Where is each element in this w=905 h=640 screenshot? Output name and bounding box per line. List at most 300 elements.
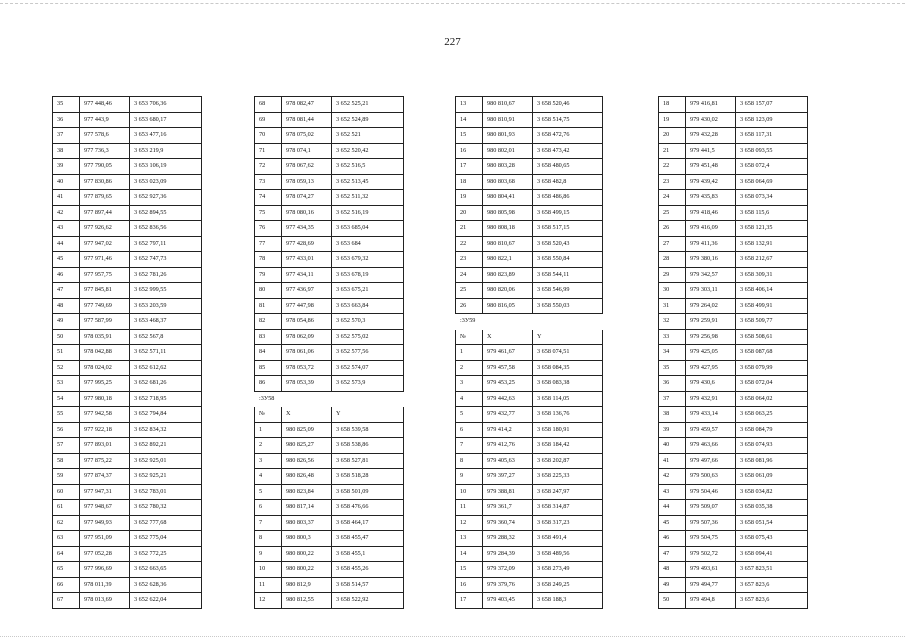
point-number-cell: 13 xyxy=(456,531,483,547)
table-row xyxy=(659,562,808,578)
x-coordinate-cell: 977 926,62 xyxy=(80,221,130,237)
y-coordinate-cell: 3 658 064,02 xyxy=(736,391,808,407)
y-coordinate-cell: 3 658 035,38 xyxy=(736,500,808,516)
y-coordinate-cell: 3 658 249,25 xyxy=(533,577,603,593)
table-row xyxy=(53,252,202,268)
x-column-header: X xyxy=(483,329,533,345)
y-coordinate-cell: 3 658 121,35 xyxy=(736,221,808,237)
point-number-cell: 44 xyxy=(53,236,80,252)
y-coordinate-cell: 3 658 051,54 xyxy=(736,515,808,531)
table-row xyxy=(53,484,202,500)
point-number-cell: 13 xyxy=(456,97,483,113)
x-coordinate-cell: 978 059,13 xyxy=(282,174,332,190)
table-row xyxy=(659,97,808,113)
table-row xyxy=(456,577,603,593)
table-row xyxy=(456,298,603,314)
y-coordinate-cell: 3 658 072,04 xyxy=(736,376,808,392)
y-coordinate-cell: 3 658 114,05 xyxy=(533,391,603,407)
x-coordinate-cell: 977 996,69 xyxy=(80,562,130,578)
point-number-cell: 48 xyxy=(659,562,686,578)
y-coordinate-cell: 3 658 084,79 xyxy=(736,422,808,438)
table-row xyxy=(255,159,404,175)
point-number-cell: 19 xyxy=(456,190,483,206)
table-row xyxy=(659,236,808,252)
table-row xyxy=(53,143,202,159)
x-coordinate-cell: 977 448,46 xyxy=(80,97,130,113)
x-coordinate-cell: 979 432,28 xyxy=(686,128,736,144)
y-coordinate-cell: 3 658 527,81 xyxy=(332,453,404,469)
x-coordinate-cell: 978 042,88 xyxy=(80,345,130,361)
y-coordinate-cell: 3 653 680,17 xyxy=(130,112,202,128)
x-coordinate-cell: 977 434,11 xyxy=(282,267,332,283)
point-number-cell: 42 xyxy=(659,469,686,485)
table-row xyxy=(255,453,404,469)
x-coordinate-cell: 979 430,6 xyxy=(686,376,736,392)
point-number-cell: 86 xyxy=(255,376,282,392)
x-coordinate-cell: 980 800,22 xyxy=(282,562,332,578)
y-coordinate-cell: 3 658 489,56 xyxy=(533,546,603,562)
point-number-cell: 77 xyxy=(255,236,282,252)
x-coordinate-cell: 980 810,67 xyxy=(483,236,533,252)
table-row xyxy=(456,283,603,299)
point-number-cell: 22 xyxy=(659,159,686,175)
table-row xyxy=(456,252,603,268)
table-row xyxy=(53,97,202,113)
table-row xyxy=(255,515,404,531)
x-coordinate-cell: 980 812,9 xyxy=(282,577,332,593)
point-number-cell: 25 xyxy=(456,283,483,299)
y-coordinate-cell: 3 652 524,89 xyxy=(332,112,404,128)
table-row xyxy=(255,221,404,237)
table-row xyxy=(659,252,808,268)
x-coordinate-cell: 977 447,98 xyxy=(282,298,332,314)
x-coordinate-cell: 977 433,01 xyxy=(282,252,332,268)
table-row xyxy=(255,577,404,593)
x-coordinate-cell: 979 397,27 xyxy=(483,469,533,485)
x-coordinate-cell: 979 418,46 xyxy=(686,205,736,221)
x-coordinate-cell: 979 509,07 xyxy=(686,500,736,516)
x-coordinate-cell: 979 504,46 xyxy=(686,484,736,500)
point-number-cell: 15 xyxy=(456,128,483,144)
x-coordinate-cell: 979 379,76 xyxy=(483,577,533,593)
y-coordinate-cell: 3 658 520,43 xyxy=(533,236,603,252)
y-coordinate-cell: 3 653 684 xyxy=(332,236,404,252)
section-label-row xyxy=(456,314,603,330)
point-number-cell: 37 xyxy=(53,128,80,144)
x-coordinate-cell: 979 380,16 xyxy=(686,252,736,268)
x-coordinate-cell: 977 434,35 xyxy=(282,221,332,237)
point-number-cell: 26 xyxy=(456,298,483,314)
y-coordinate-cell: 3 658 482,8 xyxy=(533,174,603,190)
x-coordinate-cell: 979 459,57 xyxy=(686,422,736,438)
point-number-cell: 62 xyxy=(53,515,80,531)
x-coordinate-cell: 977 428,69 xyxy=(282,236,332,252)
x-coordinate-cell: 980 803,37 xyxy=(282,515,332,531)
point-number-cell: 50 xyxy=(659,593,686,609)
x-coordinate-cell: 978 061,06 xyxy=(282,345,332,361)
point-number-cell: 18 xyxy=(456,174,483,190)
table-row xyxy=(255,283,404,299)
y-coordinate-cell: 3 658 501,09 xyxy=(332,484,404,500)
point-number-cell: 16 xyxy=(456,577,483,593)
table-row xyxy=(456,515,603,531)
y-coordinate-cell: 3 652 781,26 xyxy=(130,267,202,283)
point-number-cell: 12 xyxy=(456,515,483,531)
point-number-cell: 36 xyxy=(659,376,686,392)
point-number-cell: 12 xyxy=(255,593,282,609)
point-number-cell: 37 xyxy=(659,391,686,407)
x-coordinate-cell: 980 810,67 xyxy=(483,97,533,113)
y-coordinate-cell: 3 658 094,41 xyxy=(736,546,808,562)
x-coordinate-cell: 980 822,1 xyxy=(483,252,533,268)
point-number-cell: 26 xyxy=(659,221,686,237)
table-row xyxy=(659,159,808,175)
point-number-cell: 1 xyxy=(255,422,282,438)
y-coordinate-cell: 3 658 550,03 xyxy=(533,298,603,314)
table-row xyxy=(456,205,603,221)
point-number-cell: 64 xyxy=(53,546,80,562)
table-row xyxy=(659,190,808,206)
y-coordinate-cell: 3 658 509,77 xyxy=(736,314,808,330)
point-number-cell: 18 xyxy=(659,97,686,113)
table-row xyxy=(456,345,603,361)
x-coordinate-cell: 977 948,67 xyxy=(80,500,130,516)
y-coordinate-cell: 3 658 522,92 xyxy=(332,593,404,609)
point-number-cell: 49 xyxy=(53,314,80,330)
y-coordinate-cell: 3 658 212,67 xyxy=(736,252,808,268)
y-coordinate-cell: 3 658 455,1 xyxy=(332,546,404,562)
y-coordinate-cell: 3 658 081,96 xyxy=(736,453,808,469)
y-coordinate-cell: 3 658 073,34 xyxy=(736,190,808,206)
x-coordinate-cell: 979 442,63 xyxy=(483,391,533,407)
point-number-cell: 23 xyxy=(456,252,483,268)
point-number-cell: 41 xyxy=(53,190,80,206)
x-coordinate-cell: 979 412,76 xyxy=(483,438,533,454)
y-coordinate-cell: 3 658 406,14 xyxy=(736,283,808,299)
x-coordinate-cell: 980 825,09 xyxy=(282,422,332,438)
table-row xyxy=(659,283,808,299)
point-number-cell: 83 xyxy=(255,329,282,345)
x-coordinate-cell: 977 951,09 xyxy=(80,531,130,547)
point-number-cell: 53 xyxy=(53,376,80,392)
y-coordinate-cell: 3 658 520,46 xyxy=(533,97,603,113)
x-coordinate-cell: 977 436,97 xyxy=(282,283,332,299)
point-number-cell: 43 xyxy=(53,221,80,237)
y-coordinate-cell: 3 658 472,76 xyxy=(533,128,603,144)
point-number-cell: 74 xyxy=(255,190,282,206)
point-number-cell: 2 xyxy=(255,438,282,454)
coordinate-table-body xyxy=(255,97,404,609)
number-column-header: № xyxy=(456,329,483,345)
x-coordinate-cell: 979 288,32 xyxy=(483,531,533,547)
table-row xyxy=(456,391,603,407)
table-row xyxy=(53,453,202,469)
table-row xyxy=(659,469,808,485)
point-number-cell: 25 xyxy=(659,205,686,221)
point-number-cell: 85 xyxy=(255,360,282,376)
y-coordinate-cell: 3 658 136,76 xyxy=(533,407,603,423)
table-row xyxy=(659,453,808,469)
point-number-cell: 60 xyxy=(53,484,80,500)
table-row xyxy=(255,143,404,159)
table-row xyxy=(659,422,808,438)
x-coordinate-cell: 979 425,05 xyxy=(686,345,736,361)
y-coordinate-cell: 3 653 685,04 xyxy=(332,221,404,237)
point-number-cell: 14 xyxy=(456,546,483,562)
table-row xyxy=(255,174,404,190)
y-coordinate-cell: 3 658 132,91 xyxy=(736,236,808,252)
x-coordinate-cell: 979 259,91 xyxy=(686,314,736,330)
y-coordinate-cell: 3 658 123,09 xyxy=(736,112,808,128)
point-number-cell: 24 xyxy=(456,267,483,283)
point-number-cell: 35 xyxy=(659,360,686,376)
x-coordinate-cell: 979 504,75 xyxy=(686,531,736,547)
table-row xyxy=(255,438,404,454)
x-coordinate-cell: 977 736,3 xyxy=(80,143,130,159)
point-number-cell: 20 xyxy=(456,205,483,221)
x-coordinate-cell: 978 082,47 xyxy=(282,97,332,113)
table-row xyxy=(53,546,202,562)
y-coordinate-cell: 3 658 079,99 xyxy=(736,360,808,376)
point-number-cell: 5 xyxy=(456,407,483,423)
x-coordinate-cell: 978 074,1 xyxy=(282,143,332,159)
x-coordinate-cell: 979 494,8 xyxy=(686,593,736,609)
y-coordinate-cell: 3 652 892,21 xyxy=(130,438,202,454)
x-coordinate-cell: 977 875,22 xyxy=(80,453,130,469)
x-coordinate-cell: 978 053,72 xyxy=(282,360,332,376)
point-number-cell: 48 xyxy=(53,298,80,314)
section-label-row xyxy=(255,391,404,407)
x-coordinate-cell: 979 405,63 xyxy=(483,453,533,469)
table-row xyxy=(456,128,603,144)
y-column-header: Y xyxy=(533,329,603,345)
y-coordinate-cell: 3 653 663,84 xyxy=(332,298,404,314)
y-coordinate-cell: 3 652 511,32 xyxy=(332,190,404,206)
x-coordinate-cell: 977 942,58 xyxy=(80,407,130,423)
table-row xyxy=(53,407,202,423)
y-coordinate-cell: 3 658 184,42 xyxy=(533,438,603,454)
point-number-cell: 57 xyxy=(53,438,80,454)
number-column-header: № xyxy=(255,407,282,423)
point-number-cell: 5 xyxy=(255,484,282,500)
x-coordinate-cell: 979 494,77 xyxy=(686,577,736,593)
point-number-cell: 50 xyxy=(53,329,80,345)
x-coordinate-cell: 980 823,84 xyxy=(282,484,332,500)
x-coordinate-cell: 978 054,86 xyxy=(282,314,332,330)
x-coordinate-cell: 979 439,42 xyxy=(686,174,736,190)
y-coordinate-cell: 3 652 612,62 xyxy=(130,360,202,376)
y-coordinate-cell: 3 652 573,9 xyxy=(332,376,404,392)
table-row xyxy=(255,469,404,485)
y-coordinate-cell: 3 653 468,37 xyxy=(130,314,202,330)
table-row xyxy=(53,236,202,252)
y-coordinate-cell: 3 652 794,84 xyxy=(130,407,202,423)
y-coordinate-cell: 3 652 681,26 xyxy=(130,376,202,392)
x-coordinate-cell: 979 461,67 xyxy=(483,345,533,361)
point-number-cell: 36 xyxy=(53,112,80,128)
y-coordinate-cell: 3 652 622,04 xyxy=(130,593,202,609)
x-coordinate-cell: 980 800,3 xyxy=(282,531,332,547)
table-row xyxy=(659,298,808,314)
point-number-cell: 69 xyxy=(255,112,282,128)
table-row xyxy=(53,376,202,392)
y-coordinate-cell: 3 653 679,32 xyxy=(332,252,404,268)
table-row xyxy=(255,267,404,283)
x-coordinate-cell: 979 360,74 xyxy=(483,515,533,531)
point-number-cell: 70 xyxy=(255,128,282,144)
y-coordinate-cell: 3 658 074,51 xyxy=(533,345,603,361)
point-number-cell: 40 xyxy=(53,174,80,190)
x-coordinate-cell: 979 430,02 xyxy=(686,112,736,128)
y-coordinate-cell: 3 658 473,42 xyxy=(533,143,603,159)
y-coordinate-cell: 3 658 538,86 xyxy=(332,438,404,454)
table-row xyxy=(456,97,603,113)
point-number-cell: 15 xyxy=(456,562,483,578)
point-number-cell: 82 xyxy=(255,314,282,330)
point-number-cell: 43 xyxy=(659,484,686,500)
x-coordinate-cell: 980 820,06 xyxy=(483,283,533,299)
coordinate-table-column-2 xyxy=(254,96,404,609)
y-coordinate-cell: 3 658 514,75 xyxy=(533,112,603,128)
table-row xyxy=(53,562,202,578)
point-number-cell: 42 xyxy=(53,205,80,221)
x-coordinate-cell: 979 441,5 xyxy=(686,143,736,159)
x-coordinate-cell: 979 416,81 xyxy=(686,97,736,113)
y-coordinate-cell: 3 652 628,36 xyxy=(130,577,202,593)
point-number-cell: 79 xyxy=(255,267,282,283)
x-coordinate-cell: 979 507,36 xyxy=(686,515,736,531)
point-number-cell: 3 xyxy=(456,376,483,392)
coordinate-table-column-1 xyxy=(52,96,202,609)
point-number-cell: 33 xyxy=(659,329,686,345)
table-row xyxy=(659,407,808,423)
y-coordinate-cell: 3 652 927,36 xyxy=(130,190,202,206)
point-number-cell: 22 xyxy=(456,236,483,252)
table-row xyxy=(255,562,404,578)
point-number-cell: 8 xyxy=(255,531,282,547)
y-coordinate-cell: 3 658 075,43 xyxy=(736,531,808,547)
y-coordinate-cell: 3 658 476,66 xyxy=(332,500,404,516)
table-row xyxy=(456,438,603,454)
x-coordinate-cell: 979 463,66 xyxy=(686,438,736,454)
y-coordinate-cell: 3 658 309,31 xyxy=(736,267,808,283)
table-row xyxy=(659,515,808,531)
point-number-cell: 39 xyxy=(659,422,686,438)
x-coordinate-cell: 978 074,27 xyxy=(282,190,332,206)
y-coordinate-cell: 3 658 180,91 xyxy=(533,422,603,438)
y-coordinate-cell: 3 652 663,65 xyxy=(130,562,202,578)
table-row xyxy=(659,438,808,454)
y-coordinate-cell: 3 657 823,6 xyxy=(736,593,808,609)
table-row xyxy=(659,577,808,593)
x-coordinate-cell: 979 403,45 xyxy=(483,593,533,609)
table-row xyxy=(659,128,808,144)
y-coordinate-cell: 3 658 486,86 xyxy=(533,190,603,206)
y-coordinate-cell: 3 658 064,69 xyxy=(736,174,808,190)
x-coordinate-cell: 977 971,46 xyxy=(80,252,130,268)
point-number-cell: 31 xyxy=(659,298,686,314)
table-row xyxy=(456,531,603,547)
x-coordinate-cell: 980 800,22 xyxy=(282,546,332,562)
table-row xyxy=(255,314,404,330)
table-row xyxy=(53,593,202,609)
y-coordinate-cell: 3 658 074,93 xyxy=(736,438,808,454)
x-coordinate-cell: 980 817,14 xyxy=(282,500,332,516)
y-coordinate-cell: 3 652 925,01 xyxy=(130,453,202,469)
table-row xyxy=(659,314,808,330)
point-number-cell: 2 xyxy=(456,360,483,376)
point-number-cell: 30 xyxy=(659,283,686,299)
point-number-cell: 16 xyxy=(456,143,483,159)
table-row xyxy=(53,159,202,175)
x-coordinate-cell: 979 342,57 xyxy=(686,267,736,283)
y-coordinate-cell: 3 653 675,21 xyxy=(332,283,404,299)
x-coordinate-cell: 978 081,44 xyxy=(282,112,332,128)
y-coordinate-cell: 3 652 775,04 xyxy=(130,531,202,547)
x-coordinate-cell: 978 035,91 xyxy=(80,329,130,345)
point-number-cell: 17 xyxy=(456,593,483,609)
x-coordinate-cell: 980 826,48 xyxy=(282,469,332,485)
table-row xyxy=(255,345,404,361)
point-number-cell: 47 xyxy=(659,546,686,562)
x-coordinate-cell: 980 802,01 xyxy=(483,143,533,159)
x-coordinate-cell: 977 893,01 xyxy=(80,438,130,454)
table-row xyxy=(53,112,202,128)
point-number-cell: 55 xyxy=(53,407,80,423)
point-number-cell: 7 xyxy=(456,438,483,454)
x-coordinate-cell: 980 826,56 xyxy=(282,453,332,469)
y-coordinate-cell: 3 658 517,15 xyxy=(533,221,603,237)
point-number-cell: 45 xyxy=(53,252,80,268)
table-row xyxy=(659,360,808,376)
x-coordinate-cell: 977 790,05 xyxy=(80,159,130,175)
x-coordinate-cell: 980 803,28 xyxy=(483,159,533,175)
coordinate-table-body xyxy=(53,97,202,609)
point-number-cell: 4 xyxy=(255,469,282,485)
y-coordinate-cell: 3 658 083,38 xyxy=(533,376,603,392)
x-coordinate-cell: 977 830,86 xyxy=(80,174,130,190)
y-coordinate-cell: 3 658 514,57 xyxy=(332,577,404,593)
x-coordinate-cell: 979 500,63 xyxy=(686,469,736,485)
x-coordinate-cell: 978 011,39 xyxy=(80,577,130,593)
table-row xyxy=(659,205,808,221)
table-row xyxy=(456,360,603,376)
x-coordinate-cell: 979 502,72 xyxy=(686,546,736,562)
y-coordinate-cell: 3 658 499,91 xyxy=(736,298,808,314)
x-coordinate-cell: 980 803,68 xyxy=(483,174,533,190)
point-number-cell: 11 xyxy=(456,500,483,516)
y-coordinate-cell: 3 658 544,11 xyxy=(533,267,603,283)
y-coordinate-cell: 3 658 072,4 xyxy=(736,159,808,175)
x-coordinate-cell: 979 284,39 xyxy=(483,546,533,562)
point-number-cell: 14 xyxy=(456,112,483,128)
x-coordinate-cell: 980 808,18 xyxy=(483,221,533,237)
table-row xyxy=(659,221,808,237)
point-number-cell: 45 xyxy=(659,515,686,531)
y-coordinate-cell: 3 652 567,8 xyxy=(130,329,202,345)
x-coordinate-cell: 979 372,09 xyxy=(483,562,533,578)
point-number-cell: 56 xyxy=(53,422,80,438)
table-row xyxy=(456,593,603,609)
x-coordinate-cell: 978 080,16 xyxy=(282,205,332,221)
x-coordinate-cell: 979 361,7 xyxy=(483,500,533,516)
x-coordinate-cell: 979 451,48 xyxy=(686,159,736,175)
coordinate-table-column-4 xyxy=(658,96,808,609)
point-number-cell: 72 xyxy=(255,159,282,175)
table-row xyxy=(659,593,808,609)
table-header-row xyxy=(456,329,603,345)
table-row xyxy=(659,391,808,407)
